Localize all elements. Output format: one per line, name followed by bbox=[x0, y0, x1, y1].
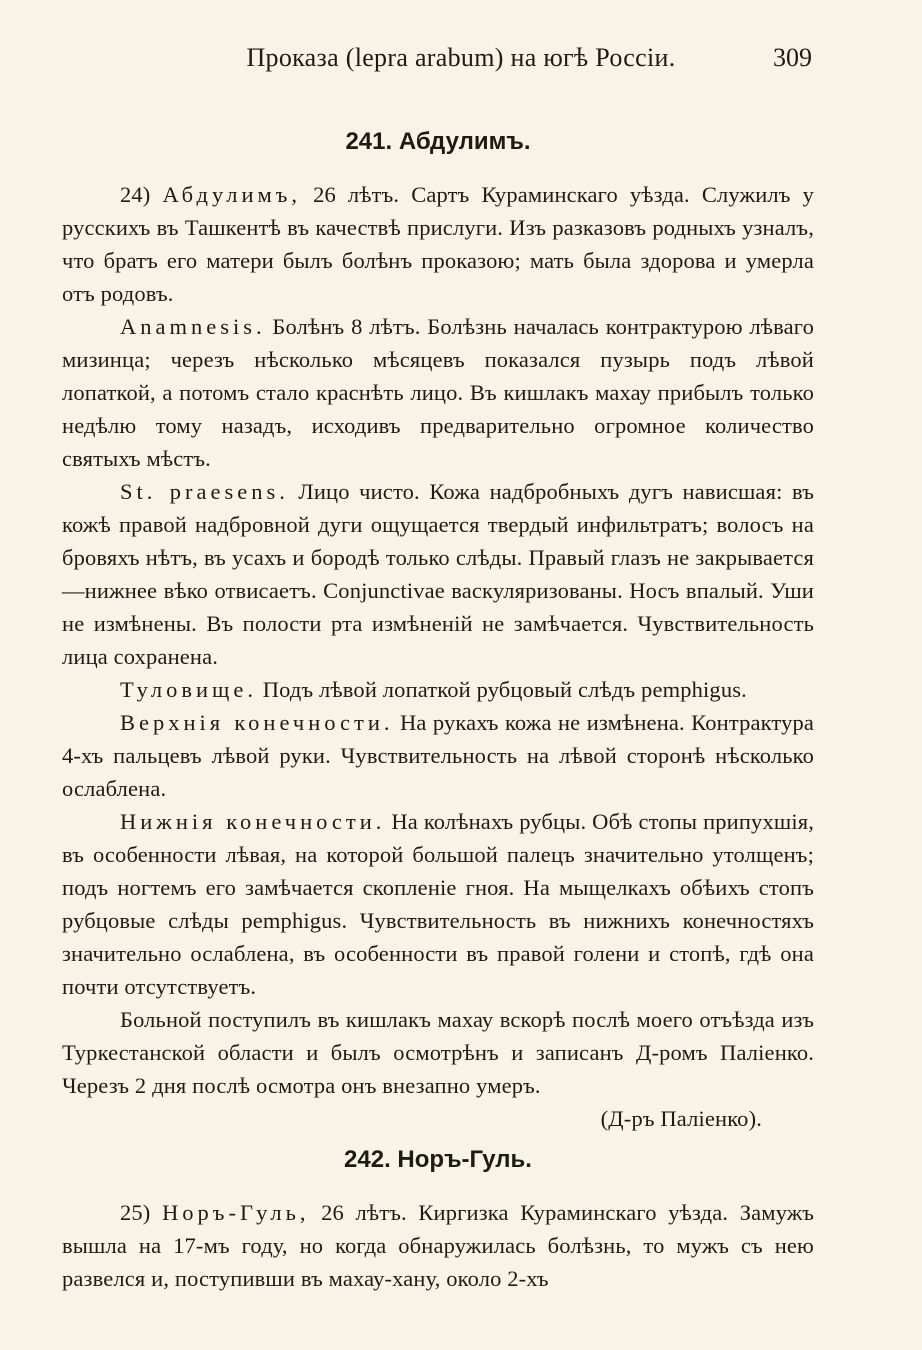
patient-name: Норъ-Гуль, bbox=[162, 1200, 310, 1225]
signature: (Д-ръ Паліенко). bbox=[600, 1106, 762, 1131]
section-241-body bbox=[62, 178, 814, 1135]
paragraph-anamnesis bbox=[62, 310, 814, 475]
paragraph-upper-limbs bbox=[62, 706, 814, 805]
upper-limbs-label: Верхнія конечности. bbox=[120, 710, 394, 735]
paragraph-text: Лицо чисто. Кожа надбробныхъ дугъ нависшая: въ кожѣ правой надбровной дуги ощущается твердый инфильтратъ; волосъ на бровяхъ нѣтъ, въ усахъ и бородѣ только слѣды. Правый глазъ не закрывается—нижнее вѣко отвисаетъ. Conjunctivae васкуляризованы. Носъ впалый. Уши не измѣнены. Въ полости рта измѣненій не замѣчается. Чувствительность лица сохранена. bbox=[62, 479, 815, 669]
paragraph-text: Подъ лѣвой лопаткой рубцовый слѣдъ pemphigus. bbox=[262, 677, 747, 702]
paragraph-intro bbox=[62, 178, 814, 310]
running-head bbox=[110, 38, 812, 78]
status-label: St. praesens. bbox=[120, 479, 289, 504]
anamnesis-label: Anamnesis. bbox=[120, 314, 266, 339]
section-242-body bbox=[62, 1196, 814, 1295]
paragraph-text: На рукахъ кожа не измѣнена. Контрактура 4-хъ пальцевъ лѣвой руки. Чувствительность на лѣвой сторонѣ нѣсколько ослаблена. bbox=[62, 710, 815, 801]
paragraph-status-praesens bbox=[62, 475, 814, 673]
running-title: Проказа (lepra arabum) на югѣ Россіи. bbox=[246, 43, 676, 72]
case-number: 25) bbox=[120, 1200, 151, 1225]
patient-name: Абдулимъ, bbox=[162, 182, 301, 207]
paragraph-text: 26 лѣтъ. Сартъ Кураминскаго уѣзда. Служилъ у русскихъ въ Ташкентѣ въ качествѣ прислуги. Изъ разказовъ родныхъ узналъ, что братъ его матери былъ болѣнъ проказою; мать была здорова и умерла отъ родовъ. bbox=[62, 182, 815, 306]
paragraph-intro bbox=[62, 1196, 814, 1295]
paragraph-torso bbox=[62, 673, 814, 706]
paragraph-text: Больной поступилъ въ кишлакъ махау вскорѣ послѣ моего отъѣзда изъ Туркестанской области и былъ осмотрѣнъ и записанъ Д-ромъ Паліенко. Черезъ 2 дня послѣ осмотра онъ внезапно умеръ. bbox=[62, 1007, 814, 1098]
paragraph-text: Болѣнъ 8 лѣтъ. Болѣзнь началась контрактурою лѣваго мизинца; черезъ нѣсколько мѣсяцевъ показался пузырь подъ лѣвой лопаткой, а потомъ стало краснѣть лицо. Въ кишлакъ махау прибылъ только недѣлю тому назадъ, исходивъ предварительно огромное количество святыхъ мѣстъ. bbox=[62, 314, 815, 471]
torso-label: Туловище. bbox=[120, 677, 257, 702]
lower-limbs-label: Нижнія конечности. bbox=[120, 809, 386, 834]
paragraph-lower-limbs bbox=[62, 805, 814, 1003]
paragraph-text: На колѣнахъ рубцы. Обѣ стопы припухшія, въ особенности лѣвая, на которой большой палецъ значительно утолщенъ; подъ ногтемъ его замѣчается скопленіе гноя. На мыщелкахъ обѣихъ стопъ рубцовые слѣды pemphigus. Чувствительность въ нижнихъ конечностяхъ значительно ослаблена, въ особенности въ правой голени и стопѣ, гдѣ она почти отсутствуетъ. bbox=[62, 809, 814, 999]
case-number: 24) bbox=[120, 182, 151, 207]
page-number: 309 bbox=[773, 43, 812, 72]
section-heading-241: 241. Абдулимъ. bbox=[345, 128, 531, 155]
paragraph-text: 26 лѣтъ. Киргизка Кураминскаго уѣзда. Замужъ вышла на 17-мъ году, но когда обнаружилась болѣзнь, то мужъ съ нею развелся и, поступивши въ махау-хану, около 2-хъ bbox=[62, 1200, 814, 1291]
section-heading-242: 242. Норъ-Гуль. bbox=[344, 1146, 532, 1173]
paragraph-closing bbox=[62, 1003, 814, 1102]
